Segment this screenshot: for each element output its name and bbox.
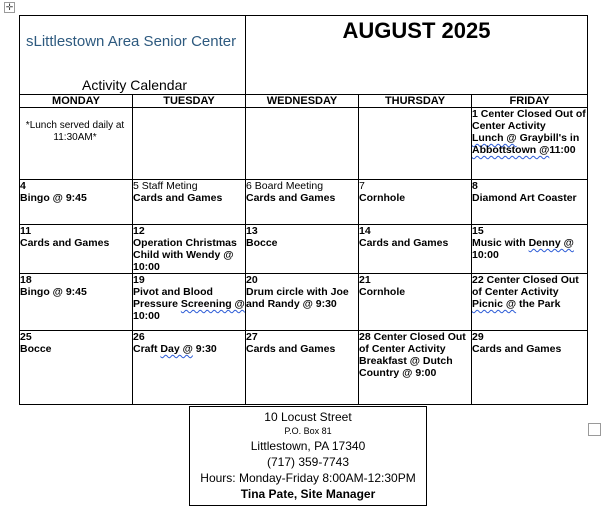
day-number: 25: [20, 331, 32, 343]
day-number: 4: [20, 180, 26, 192]
event-text: Center Closed Out of Center Activity Breakfast @ Dutch Country @ 9:00: [359, 331, 466, 379]
day-number: 14: [359, 225, 371, 237]
address-city: Littlestown, PA 17340: [250, 439, 366, 453]
event-text: Operation Christmas Child with Wendy @ 10:00: [133, 237, 237, 273]
day-cell-empty: [133, 108, 246, 180]
header-month-cell: [246, 16, 588, 95]
event-text: Cornhole: [359, 192, 406, 204]
day-number: 28: [359, 331, 371, 343]
spellcheck-flag[interactable]: Abbottstown @: [472, 144, 550, 156]
event-title: Board Meeting: [254, 180, 324, 192]
table-move-handle-icon[interactable]: ✛: [5, 2, 14, 12]
event-text: Pivot and Blood Pressure: [133, 286, 213, 310]
lunch-note: *Lunch served daily at 11:30AM*: [25, 120, 125, 143]
day-number: 13: [246, 225, 258, 237]
week-row-1: [20, 108, 588, 180]
event-text: 10:00: [133, 310, 160, 322]
event-text: Bingo @ 9:45: [20, 286, 87, 298]
week-row-5: [20, 331, 588, 405]
day-number: 21: [359, 274, 371, 286]
address-phone: (717) 359-7743: [266, 455, 350, 469]
day-cell-aug-5: [133, 180, 246, 225]
event-text: Bingo @ 9:45: [20, 192, 87, 204]
org-name: sLittlestown Area Senior Center: [26, 33, 237, 50]
day-cell-note: [20, 108, 133, 180]
day-cell-aug-12: [133, 225, 246, 274]
day-cell-aug-15: [472, 225, 588, 274]
weekday-wednesday: WEDNESDAY: [246, 95, 359, 108]
week-row-2: [20, 180, 588, 225]
day-cell-aug-19: [133, 274, 246, 331]
week-row-3: [20, 225, 588, 274]
day-number: 18: [20, 274, 32, 286]
event-text: Cards and Games: [246, 192, 336, 204]
day-cell-aug-4: [20, 180, 133, 225]
day-number: 22: [472, 274, 484, 286]
day-number: 19: [133, 274, 145, 286]
day-cell-aug-13: [246, 225, 359, 274]
spellcheck-flag[interactable]: Lunch @: [472, 132, 517, 144]
address-box: [189, 406, 427, 506]
weekday-tuesday: TUESDAY: [133, 95, 246, 108]
day-number: 27: [246, 331, 258, 343]
day-cell-aug-11: [20, 225, 133, 274]
site-manager: Tina Pate, Site Manager: [240, 487, 376, 501]
week-row-4: [20, 274, 588, 331]
event-text: Bocce: [20, 343, 52, 355]
day-cell-aug-7: [359, 180, 472, 225]
event-text: 10:00: [472, 249, 499, 261]
event-title: Staff Meting: [141, 180, 198, 192]
day-number: 8: [472, 180, 478, 192]
weekday-monday: MONDAY: [20, 95, 133, 108]
event-text: Drum circle with Joe and Randy @ 9:30: [246, 286, 349, 310]
spellcheck-flag[interactable]: Denny @: [528, 237, 574, 249]
day-cell-aug-26: [133, 331, 246, 405]
spellcheck-flag[interactable]: Day @: [160, 343, 193, 355]
day-cell-aug-27: [246, 331, 359, 405]
day-cell-aug-29: [472, 331, 588, 405]
event-text: Craft: [133, 343, 161, 355]
event-text: the Park: [516, 298, 561, 310]
event-text: Cornhole: [359, 286, 406, 298]
header-org-cell: [20, 16, 246, 95]
address-hours: Hours: Monday-Friday 8:00AM-12:30PM: [200, 471, 416, 485]
day-cell-aug-1: [472, 108, 588, 180]
day-cell-aug-25: [20, 331, 133, 405]
event-text: Cards and Games: [20, 237, 110, 249]
weekday-header-row: [20, 95, 588, 108]
calendar-header-row: [20, 16, 588, 95]
day-cell-empty: [246, 108, 359, 180]
day-number: 20: [246, 274, 258, 286]
event-text: Bocce: [246, 237, 278, 249]
day-cell-empty: [359, 108, 472, 180]
day-cell-aug-6: [246, 180, 359, 225]
day-number: 26: [133, 331, 145, 343]
event-text: Cards and Games: [133, 192, 223, 204]
day-cell-aug-8: [472, 180, 588, 225]
day-cell-aug-28: [359, 331, 472, 405]
event-text: Diamond Art Coaster: [472, 192, 577, 204]
day-number: 15: [472, 225, 484, 237]
calendar-subtitle: Activity Calendar: [82, 77, 188, 93]
event-text: 9:30: [192, 343, 217, 355]
event-text: Cards and Games: [246, 343, 336, 355]
day-cell-aug-22: [472, 274, 588, 331]
day-number: 12: [133, 225, 145, 237]
day-number: 5: [133, 180, 139, 192]
weekday-friday: FRIDAY: [472, 95, 588, 108]
event-text: Center Closed Out of Center Activity: [472, 108, 586, 132]
event-text: Graybill's in: [516, 132, 580, 144]
day-cell-aug-18: [20, 274, 133, 331]
day-cell-aug-14: [359, 225, 472, 274]
spellcheck-flag[interactable]: Screening @: [180, 298, 245, 310]
calendar-table: [19, 15, 588, 405]
address-po-box: P.O. Box 81: [284, 426, 332, 436]
day-cell-aug-21: [359, 274, 472, 331]
day-number: 11: [20, 225, 32, 237]
event-text: Cards and Games: [472, 343, 562, 355]
spellcheck-flag[interactable]: Picnic @: [472, 298, 517, 310]
day-number: 7: [359, 180, 365, 192]
event-text: Music with: [472, 237, 529, 249]
day-number: 29: [472, 331, 484, 343]
table-resize-handle[interactable]: [588, 423, 601, 436]
month-title: AUGUST 2025: [342, 18, 491, 43]
event-text: 11:00: [549, 144, 576, 156]
event-text: Cards and Games: [359, 237, 449, 249]
day-number: 6: [246, 180, 252, 192]
address-street: 10 Locust Street: [264, 410, 352, 424]
weekday-thursday: THURSDAY: [359, 95, 472, 108]
day-number: 1: [472, 108, 478, 120]
day-cell-aug-20: [246, 274, 359, 331]
event-text: Center Closed Out of Center Activity: [472, 274, 579, 298]
